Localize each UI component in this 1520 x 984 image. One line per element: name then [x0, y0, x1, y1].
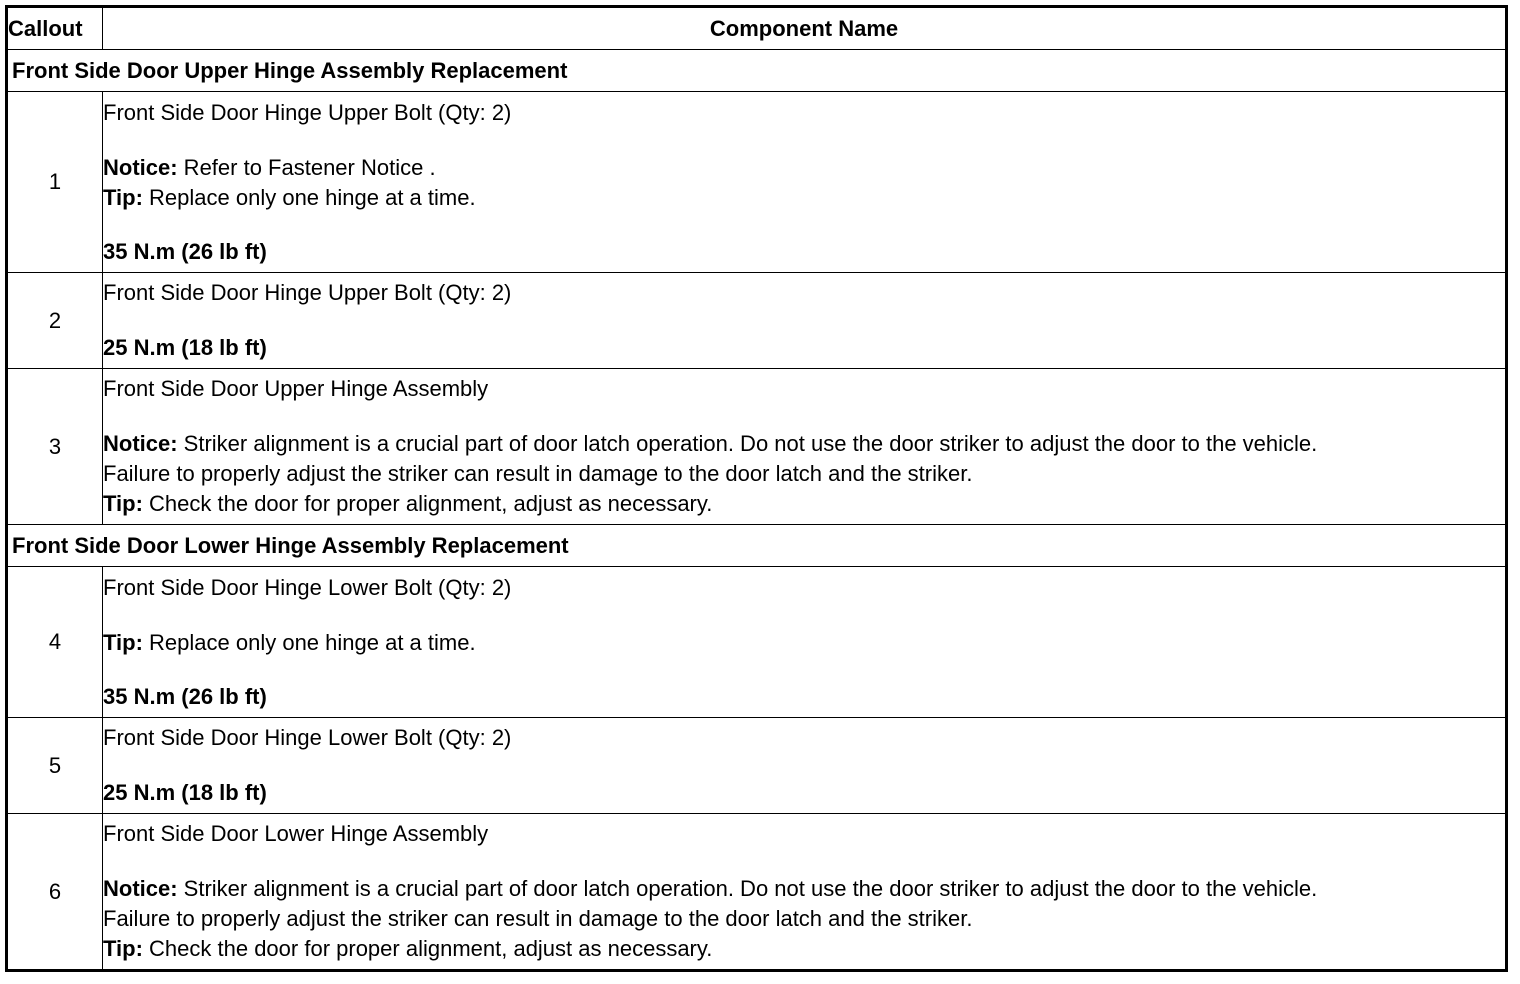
- callout-number: 6: [7, 814, 103, 971]
- section-header-lower: [7, 525, 1507, 567]
- notice-line: [103, 429, 1505, 459]
- component-name: Front Side Door Lower Hinge Assembly: [103, 821, 489, 846]
- tip-line: [103, 489, 1505, 519]
- torque-value: 25 N.m (18 lb ft): [103, 335, 267, 360]
- header-row: [7, 7, 1507, 50]
- notice-line: [103, 153, 1505, 183]
- component-cell: [103, 92, 1507, 273]
- section-header-upper: [7, 50, 1507, 92]
- notice-continuation: Failure to properly adjust the striker can result in damage to the door latch and the striker.: [103, 461, 973, 486]
- torque-spec: [103, 237, 1505, 267]
- notice-line: [103, 874, 1505, 904]
- torque-spec: [103, 333, 1505, 363]
- component-name: Front Side Door Hinge Lower Bolt (Qty: 2): [103, 725, 512, 750]
- tip-text: Check the door for proper alignment, adjust as necessary.: [142, 491, 713, 516]
- tip-label: Tip:: [103, 184, 143, 210]
- tip-text: Replace only one hinge at a time.: [142, 629, 476, 655]
- torque-value: 25 N.m (18 lb ft): [103, 780, 267, 805]
- callout-number: 2: [7, 273, 103, 369]
- section-title: Front Side Door Lower Hinge Assembly Replacement: [7, 525, 1507, 567]
- torque-value: 35 N.m (26 lb ft): [103, 238, 267, 264]
- torque-spec: [103, 682, 1505, 712]
- table-row: [7, 273, 1507, 369]
- notice-label: Notice:: [103, 876, 178, 901]
- notice-label: Notice:: [103, 431, 178, 456]
- notice-text: Striker alignment is a crucial part of door latch operation. Do not use the door striker to adjust the door to the vehicle.: [177, 876, 1318, 901]
- component-cell: [103, 567, 1507, 718]
- table-row: [7, 718, 1507, 814]
- table-row: [7, 369, 1507, 525]
- header-component-name: Component Name: [103, 7, 1507, 50]
- tip-text: Replace only one hinge at a time.: [142, 184, 476, 210]
- component-cell: [103, 273, 1507, 369]
- tip-line: [103, 934, 1505, 964]
- callout-number: 4: [7, 567, 103, 718]
- tip-line: [103, 628, 1505, 658]
- component-cell: [103, 814, 1507, 971]
- table-row: [7, 814, 1507, 971]
- component-cell: [103, 718, 1507, 814]
- callout-number: 5: [7, 718, 103, 814]
- tip-label: Tip:: [103, 936, 143, 961]
- tip-label: Tip:: [103, 491, 143, 516]
- tip-label: Tip:: [103, 629, 143, 655]
- notice-continuation: Failure to properly adjust the striker can result in damage to the door latch and the striker.: [103, 906, 973, 931]
- table-row: [7, 92, 1507, 273]
- component-cell: [103, 369, 1507, 525]
- callout-table: [5, 5, 1508, 972]
- notice-text: Refer to Fastener Notice .: [177, 154, 436, 180]
- component-name: Front Side Door Upper Hinge Assembly: [103, 376, 489, 401]
- component-name: Front Side Door Hinge Lower Bolt (Qty: 2): [103, 574, 512, 600]
- table-row: [7, 567, 1507, 718]
- torque-value: 35 N.m (26 lb ft): [103, 683, 267, 709]
- component-name: Front Side Door Hinge Upper Bolt (Qty: 2): [103, 280, 512, 305]
- header-callout: Callout: [7, 7, 103, 50]
- torque-spec: [103, 778, 1505, 808]
- component-name: Front Side Door Hinge Upper Bolt (Qty: 2): [103, 99, 512, 125]
- section-title: Front Side Door Upper Hinge Assembly Replacement: [7, 50, 1507, 92]
- tip-line: [103, 183, 1505, 213]
- callout-number: 3: [7, 369, 103, 525]
- callout-number: 1: [7, 92, 103, 273]
- notice-text: Striker alignment is a crucial part of door latch operation. Do not use the door striker to adjust the door to the vehicle.: [177, 431, 1318, 456]
- tip-text: Check the door for proper alignment, adjust as necessary.: [142, 936, 713, 961]
- notice-label: Notice:: [103, 154, 178, 180]
